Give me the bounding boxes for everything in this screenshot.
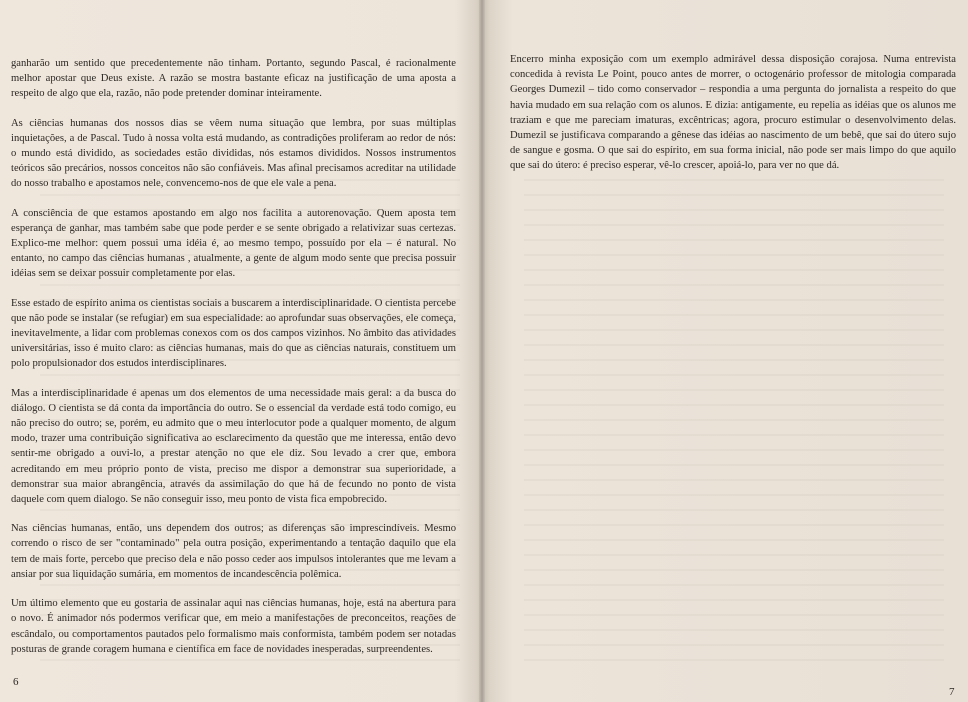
page-number: 6 bbox=[13, 676, 19, 688]
paragraph: Nas ciências humanas, então, uns dependem dos outros; as diferenças são imprescindíveis. Mesmo correndo o risco de ser "contaminado" pela outra posição, experimentando a tentação daquilo que ela tem de mais forte, percebo que preciso dela e não posso ceder aos impulsos intolerantes que me levam a ansiar por sua liquidação sumária, em momentos de incandescência polêmica. bbox=[11, 523, 456, 580]
paragraph: Mas a interdisciplinaridade é apenas um dos elementos de uma necessidade mais geral: a da busca do diálogo. O cientista se dá conta da importância do outro. Se o essencial da verdade está todo comigo, eu não preciso do outro; se, porém, eu admito que o meu interlocutor pode a qualquer momento, de algum modo, trazer uma contribuição significativa ao esclarecimento da questão que me interessa, então devo sentir-me obrigado a ouvi-lo, a prestar atenção no que ele diz. Sou levado a crer que, embora acreditando em meu próprio ponto de vista, preciso me dispor a demonstrar sua superioridade, a demonstrar sua maior abrangência, através da assimilação do que há de fecundo no ponto de vista daquele com quem dialogo. Se não conseguir isso, meu ponto de vista fica empobrecido. bbox=[11, 387, 456, 506]
right-page bbox=[484, 0, 968, 702]
left-page bbox=[0, 0, 482, 702]
paragraph: As ciências humanas dos nossos dias se vêem numa situação que lembra, por suas múltiplas inquietações, a de Pascal. Tudo à nossa volta está mudando, as contradições proliferam ao redor de nós: o mundo está dividido, as sociedades estão divididas, nós estamos divididos. Nossos instrumentos teóricos são precários, nossos conceitos não são confiáveis. Mas afinal precisamos acreditar na utilidade do nosso trabalho e apostamos nele, convencemo-nos de que ele vale a pena. bbox=[11, 117, 456, 190]
show-through-texture bbox=[524, 170, 944, 670]
paragraph: Encerro minha exposição com um exemplo admirável dessa disposição corajosa. Numa entrevista concedida à revista Le Point, pouco antes de morrer, o octogenário professor de mitologia comparada Georges Dumezil – tido como conservador – respondia a uma pergunta do jornalista a respeito do que havia mudado em sua relação com os alunos. E dizia: antigamente, eu repelia as idéias que os alunos me traziam e que me pareciam imaturas, excêntricas; agora, procuro estimular o desenvolvimento delas. Dumezil se justificava comparando a gênese das idéias ao nascimento de um bebê, que sai do útero sujo de sangue e gosma. O que sai do espírito, em sua forma inicial, não pode ser mais limpo do que aquilo que sai do útero: é preciso esperar, vê-lo crescer, apoiá-lo, para ver no que dá. bbox=[510, 54, 956, 172]
page-number: 7 bbox=[949, 686, 955, 698]
paragraph: ganharão um sentido que precedentemente não tinham. Portanto, segundo Pascal, é racionalmente melhor apostar que Deus existe. A razão se mostra bastante eficaz na justificação de uma aposta a respeito de algo que ela, razão, não pode pretender dominar inteiramente. bbox=[11, 58, 456, 100]
left-page-body bbox=[11, 56, 456, 671]
paragraph: Um último elemento que eu gostaria de assinalar aqui nas ciências humanas, hoje, está na abertura para o novo. É animador nós podermos verificar que, em meio a manifestações de preconceitos, reações de escândalo, ou comportamentos pautados pelo formalismo mais conformista, também podem ser notadas posturas de grande coragem humana e científica em face de novidades inesperadas, surpreendentes. bbox=[11, 598, 456, 655]
paragraph: Esse estado de espírito anima os cientistas sociais a buscarem a interdisciplinaridade. O cientista percebe que não pode se instalar (se refugiar) em sua especialidade: ao aprofundar suas observações, ele começa, inevitavelmente, a lidar com problemas conexos com os dos campos vizinhos. No âmbito das atividades universitárias, isso é muito claro: as ciências humanas, mais do que as ciências naturais, constituem um polo propulsionador dos estudos interdisciplinares. bbox=[11, 297, 456, 370]
right-page-body bbox=[510, 52, 956, 188]
paragraph: A consciência de que estamos apostando em algo nos facilita a autorenovação. Quem aposta tem esperança de ganhar, mas também sabe que pode perder e se sente obrigado a relativizar suas certezas. Explico-me melhor: quem possui uma idéia é, ao mesmo tempo, possuído por ela – é natural. No entanto, no campo das ciências humanas , atualmente, a gente de algum modo sente que precisa possuir idéias sem se deixar possuir completamente por elas. bbox=[11, 207, 456, 280]
